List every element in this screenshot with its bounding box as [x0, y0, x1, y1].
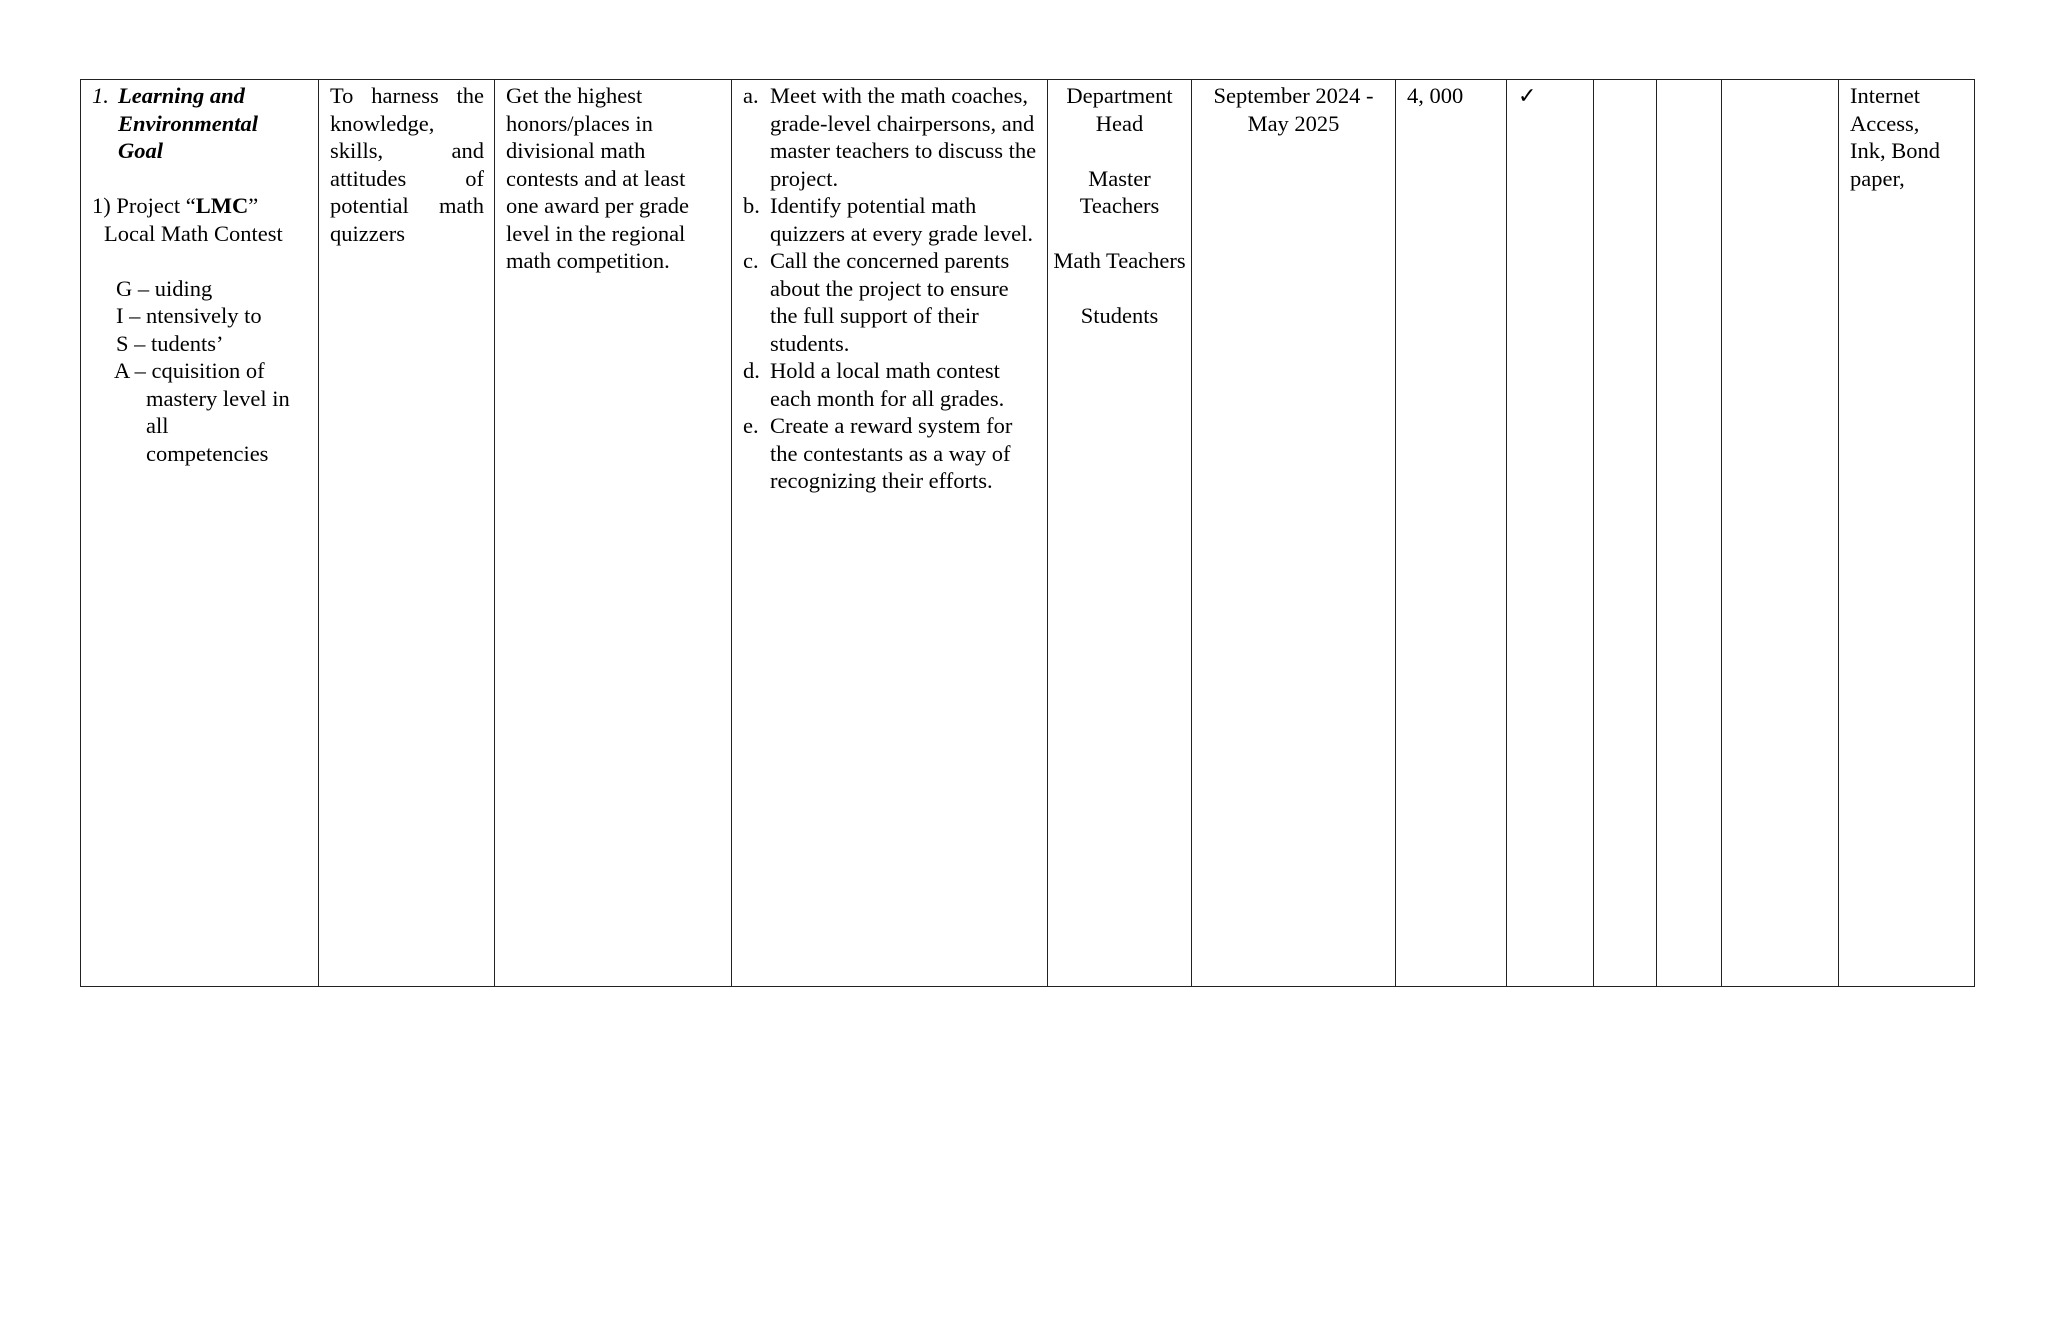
person-involved: Master Teachers: [1079, 165, 1160, 218]
target-line: contests and at least: [506, 165, 686, 191]
list-item-letter: c.: [743, 248, 759, 273]
table-row: [81, 80, 1975, 987]
goal-title-line: Environmental: [118, 110, 259, 136]
list-item-text: Meet with the math coaches, grade-level chairpersons, and master teachers to discuss the project.: [770, 83, 1037, 191]
project-acronym: [92, 275, 308, 468]
acronym-continuation-line: mastery level in: [146, 385, 290, 411]
budget-amount: 4, 000: [1407, 83, 1464, 108]
project-prefix: 1) Project “: [92, 193, 196, 218]
action-plan-table: [80, 79, 1975, 987]
list-item: [743, 247, 1037, 357]
list-item-letter: a.: [743, 83, 759, 108]
budget-cell: [1396, 80, 1507, 987]
timeline-text: September 2024 - May 2025: [1213, 83, 1374, 136]
resource-line: Access,: [1850, 110, 1920, 136]
project-suffix: ”: [248, 193, 259, 218]
acronym-continuation: [116, 385, 308, 468]
goal-heading: [92, 82, 308, 165]
persons-cell: [1048, 80, 1192, 987]
list-item-text: Identify potential math quizzers at every grade level.: [770, 193, 1033, 246]
objective-cell: [319, 80, 495, 987]
list-item-text: Create a reward system for the contestants as a way of recognizing their efforts.: [770, 413, 1013, 493]
goal-cell: [81, 80, 319, 987]
activities-list: [743, 82, 1037, 495]
person-involved: Students: [1080, 303, 1159, 328]
acronym-line: G – uiding: [116, 275, 213, 301]
empty-cell: [1594, 80, 1657, 987]
target-cell: [495, 80, 732, 987]
acronym-continuation-line: competencies: [146, 440, 269, 466]
list-item: [743, 412, 1037, 495]
target-line: math competition.: [506, 248, 670, 273]
person-involved: Math Teachers: [1053, 248, 1186, 273]
objective-text: To harness the knowledge, skills, and attitudes of potential math quizzers: [330, 83, 484, 246]
resource-line: paper,: [1850, 165, 1905, 191]
check-icon: ✓: [1518, 84, 1537, 109]
target-line: level in the regional: [506, 220, 686, 246]
list-item: [743, 357, 1037, 412]
empty-cell: [1722, 80, 1839, 987]
check-cell: [1507, 80, 1594, 987]
target-line: Get the highest: [506, 83, 643, 108]
target-line: divisional math: [506, 138, 646, 163]
project-code: LMC: [195, 193, 249, 218]
list-item-letter: e.: [743, 413, 759, 438]
list-item-letter: d.: [743, 358, 760, 383]
empty-cell: [1657, 80, 1722, 987]
list-item-letter: b.: [743, 193, 760, 218]
target-line: one award per grade: [506, 193, 690, 218]
list-item-text: Hold a local math contest each month for all grades.: [770, 358, 1005, 411]
timeline-cell: [1192, 80, 1396, 987]
target-line: honors/places in: [506, 110, 653, 136]
list-item: [743, 192, 1037, 247]
resource-line: Ink, Bond: [1850, 138, 1940, 163]
acronym-continuation-line: all: [146, 413, 169, 438]
list-item: [743, 82, 1037, 192]
resource-line: Internet: [1850, 83, 1920, 108]
acronym-line: A – cquisition of: [114, 358, 265, 383]
activities-cell: [732, 80, 1048, 987]
goal-title: [118, 82, 258, 165]
resources-cell: [1839, 80, 1975, 987]
list-item-text: Call the concerned parents about the project to ensure the full support of their students.: [770, 248, 1010, 356]
person-involved: Department Head: [1066, 83, 1173, 136]
acronym-line: S – tudents’: [116, 330, 224, 356]
acronym-line: I – ntensively to: [116, 303, 262, 328]
goal-number: 1.: [92, 83, 109, 108]
project-name: [92, 192, 308, 220]
goal-title-line: Learning and: [118, 83, 245, 108]
goal-title-line: Goal: [118, 138, 163, 163]
project-subtitle: Local Math Contest: [104, 220, 283, 246]
